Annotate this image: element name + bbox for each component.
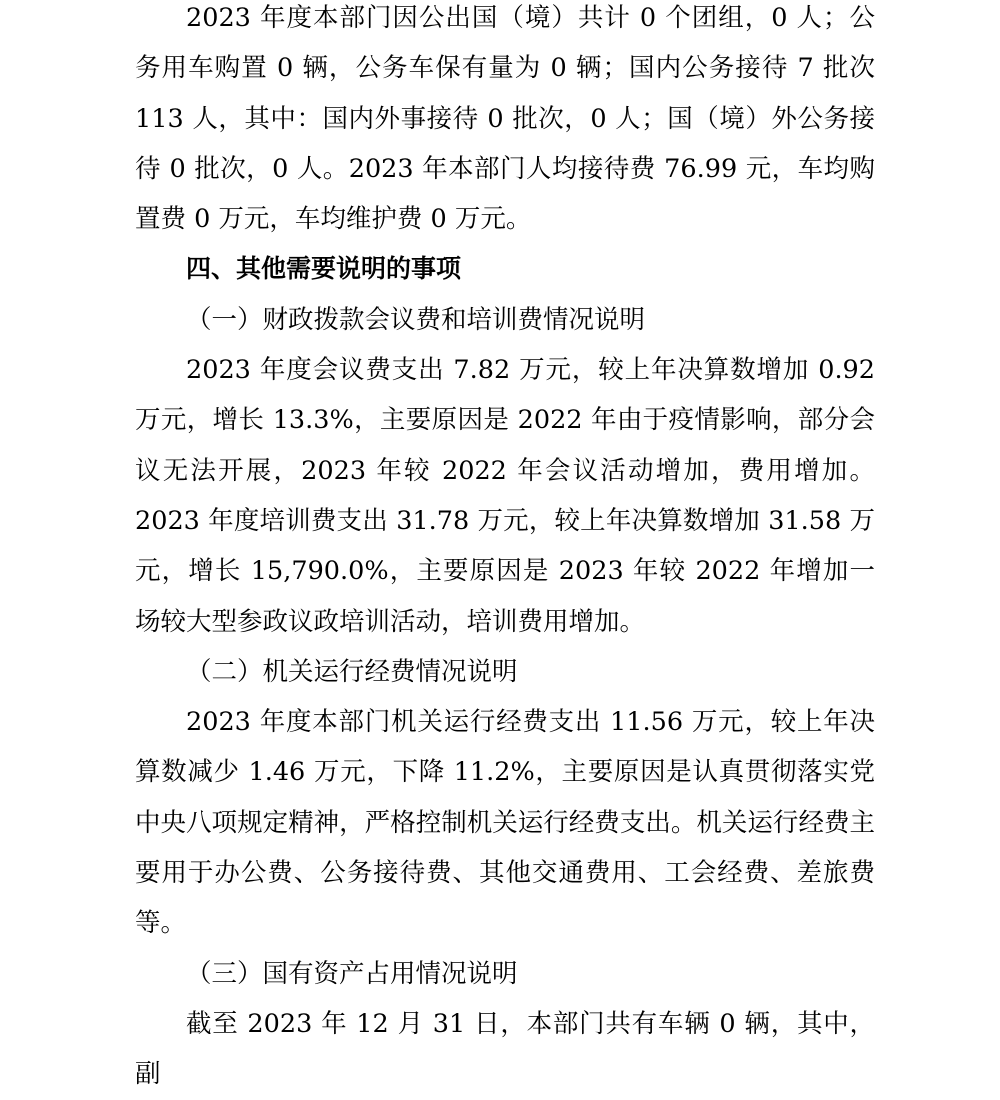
- paragraph-operating-expenses: 2023 年度本部门机关运行经费支出 11.56 万元，较上年决算数减少 1.46 万元，下降 11.2%，主要原因是认真贯彻落实党中央八项规定精神，严格控制机关运行经费支出。机关运行经费主要用于办公费、公务接待费、其他交通费用、工会经费、差旅费等。: [135, 707, 875, 939]
- section-heading-other-matters: 四、其他需要说明的事项: [186, 254, 462, 284]
- subheading-state-assets: （三）国有资产占用情况说明: [186, 958, 518, 989]
- subheading-meeting-training-fees: （一）财政拨款会议费和培训费情况说明: [186, 304, 646, 335]
- document-page: [135, 0, 875, 1100]
- subheading-operating-expenses: （二）机关运行经费情况说明: [186, 656, 518, 687]
- paragraph-meeting-training-fees: 2023 年度会议费支出 7.82 万元，较上年决算数增加 0.92 万元，增长 13.3%，主要原因是 2022 年由于疫情影响，部分会议无法开展，2023 年较 2022 年会议活动增加，费用增加。2023 年度培训费支出 31.78 万元，较上年决算数增加 31.58 万元，增长 15,790.0%，主要原因是 2023 年较 2022 年增加一场较大型参政议政培训活动，培训费用增加。: [135, 355, 875, 637]
- paragraph-state-assets: 截至 2023 年 12 月 31 日，本部门共有车辆 0 辆，其中，副: [135, 1008, 875, 1090]
- paragraph-public-expenses: 2023 年度本部门因公出国（境）共计 0 个团组，0 人；公务用车购置 0 辆，公务车保有量为 0 辆；国内公务接待 7 批次 113 人，其中：国内外事接待 0 批次，0 人；国（境）外公务接待 0 批次，0 人。2023 年本部门人均接待费 76.99 元，车均购置费 0 万元，车均维护费 0 万元。: [135, 3, 875, 235]
